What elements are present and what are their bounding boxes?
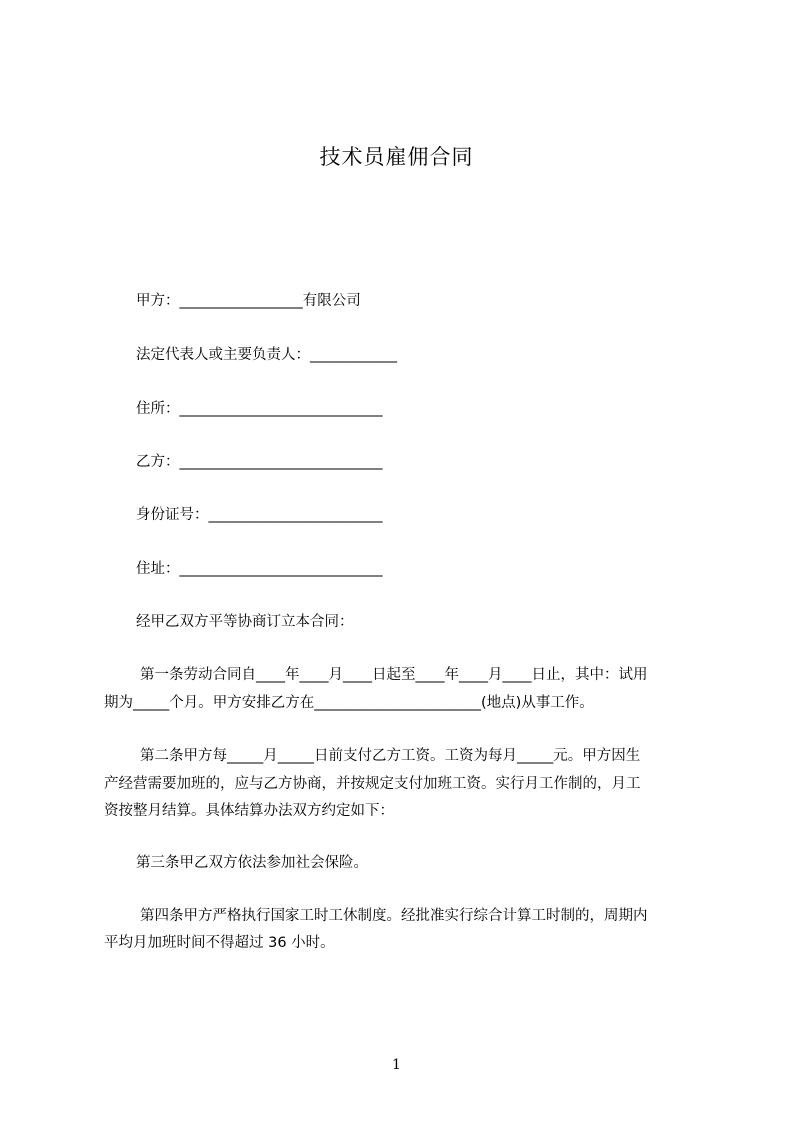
clause-4-line-2: 平均月加班时间不得超过 36 小时。 xyxy=(104,935,335,951)
id-number-field: 身份证号：________________________ xyxy=(136,507,383,523)
clause-1-line-1: 第一条劳动合同自____年____月____日起至____年____月____日止，其中：试用 xyxy=(140,667,648,683)
clause-4-line-1: 第四条甲方严格执行国家工时工休制度。经批准实行综合计算工时制的，周期内 xyxy=(140,908,648,924)
party-b-field: 乙方：____________________________ xyxy=(136,454,383,470)
party-a-field: 甲方：_________________有限公司 xyxy=(136,293,361,309)
clause-3-line-1: 第三条甲乙双方依法参加社会保险。 xyxy=(136,855,368,871)
legal-representative-field: 法定代表人或主要负责人：____________ xyxy=(136,347,397,363)
party-b-address-field: 住址：____________________________ xyxy=(136,561,383,577)
contract-intro: 经甲乙双方平等协商订立本合同： xyxy=(136,614,354,630)
document-title: 技术员雇佣合同 xyxy=(319,145,474,169)
clause-2-line-1: 第二条甲方每_____月_____日前支付乙方工资。工资为每月_____元。甲方因生 xyxy=(140,748,641,764)
clause-2-line-2: 产经营需要加班的，应与乙方协商，并按规定支付加班工资。实行月工作制的，月工 xyxy=(104,776,641,792)
clause-1-line-2: 期为_____个月。甲方安排乙方在_______________________(地点)从事工作。 xyxy=(104,695,594,711)
page-number: 1 xyxy=(392,1057,401,1073)
clause-2-line-3: 资按整月结算。具体结算办法双方约定如下： xyxy=(104,803,394,819)
party-a-address-field: 住所：____________________________ xyxy=(136,401,383,417)
